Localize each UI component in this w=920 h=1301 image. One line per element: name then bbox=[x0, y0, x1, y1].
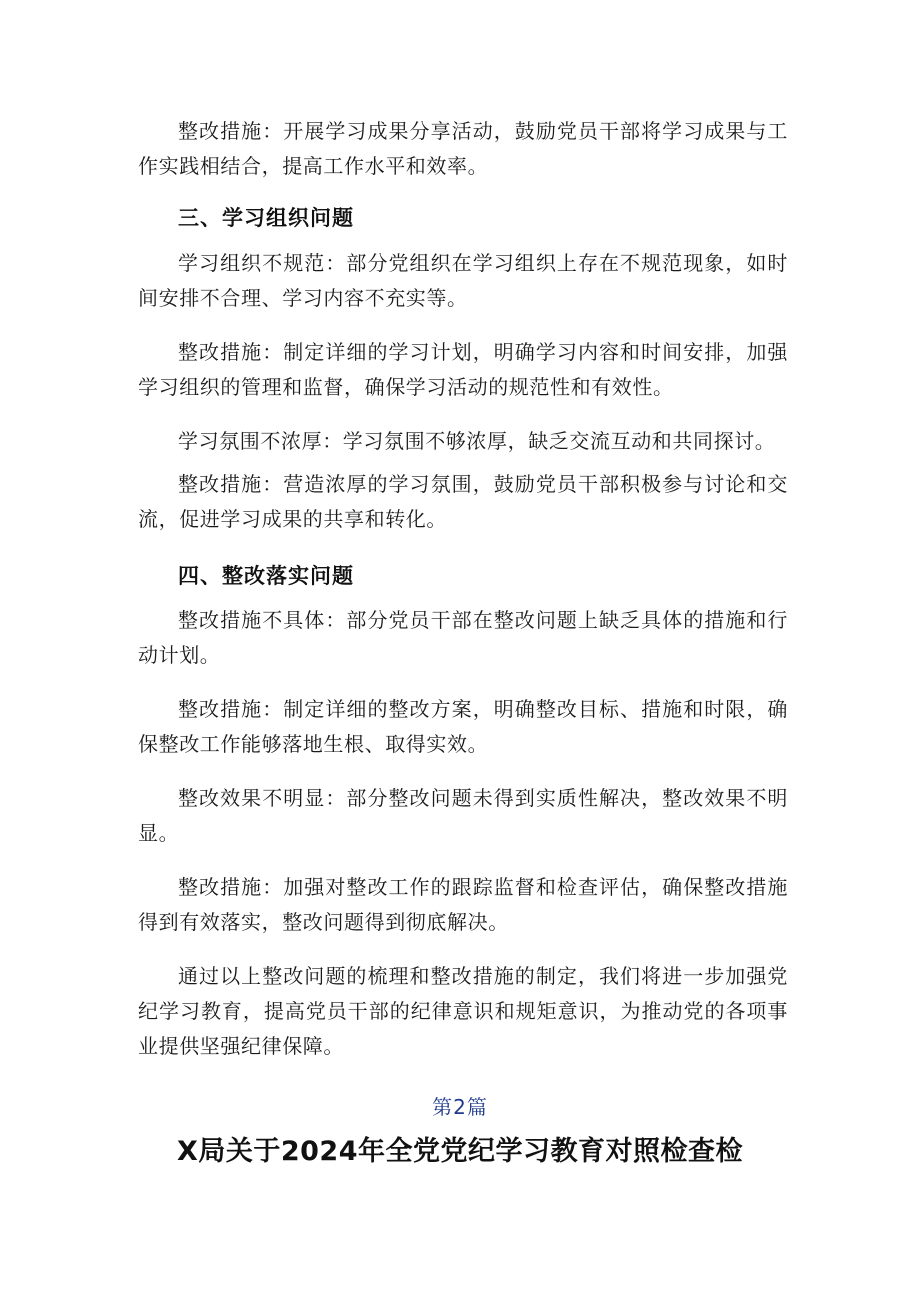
paragraph-measures-not-specific: 整改措施不具体：部分党员干部在整改问题上缺乏具体的措施和行动计划。 bbox=[138, 608, 788, 667]
paragraph-study-results-sharing: 整改措施：开展学习成果分享活动，鼓励党员干部将学习成果与工作实践相结合，提高工作水平和效率。 bbox=[138, 119, 788, 178]
chapter-label: 第2篇 bbox=[432, 1095, 488, 1119]
paragraph-atmosphere-weak: 学习氛围不浓厚：学习氛围不够浓厚，缺乏交流互动和共同探讨。 bbox=[178, 429, 776, 453]
section-heading-rectification: 四、整改落实问题 bbox=[178, 564, 354, 588]
paragraph-organization-irregular: 学习组织不规范：部分党组织在学习组织上存在不规范现象，如时间安排不合理、学习内容不充实等。 bbox=[138, 251, 788, 310]
paragraph-effect-not-obvious: 整改效果不明显：部分整改问题未得到实质性解决，整改效果不明显。 bbox=[138, 786, 788, 845]
paragraph-study-plan-measure: 整改措施：制定详细的学习计划，明确学习内容和时间安排，加强学习组织的管理和监督，确保学习活动的规范性和有效性。 bbox=[138, 340, 788, 399]
paragraph-supervision-measure: 整改措施：加强对整改工作的跟踪监督和检查评估，确保整改措施得到有效落实，整改问题得到彻底解决。 bbox=[138, 875, 788, 934]
paragraph-atmosphere-measure: 整改措施：营造浓厚的学习氛围，鼓励党员干部积极参与讨论和交流，促进学习成果的共享和转化。 bbox=[138, 472, 788, 531]
paragraph-conclusion: 通过以上整改问题的梳理和整改措施的制定，我们将进一步加强党纪学习教育，提高党员干部的纪律意识和规矩意识，为推动党的各项事业提供坚强纪律保障。 bbox=[138, 964, 788, 1058]
next-document-title: X局关于2024年全党党纪学习教育对照检查检 bbox=[177, 1136, 743, 1167]
section-heading-study-organization: 三、学习组织问题 bbox=[178, 206, 354, 230]
paragraph-rectification-plan-measure: 整改措施：制定详细的整改方案，明确整改目标、措施和时限，确保整改工作能够落地生根、取得实效。 bbox=[138, 697, 788, 756]
